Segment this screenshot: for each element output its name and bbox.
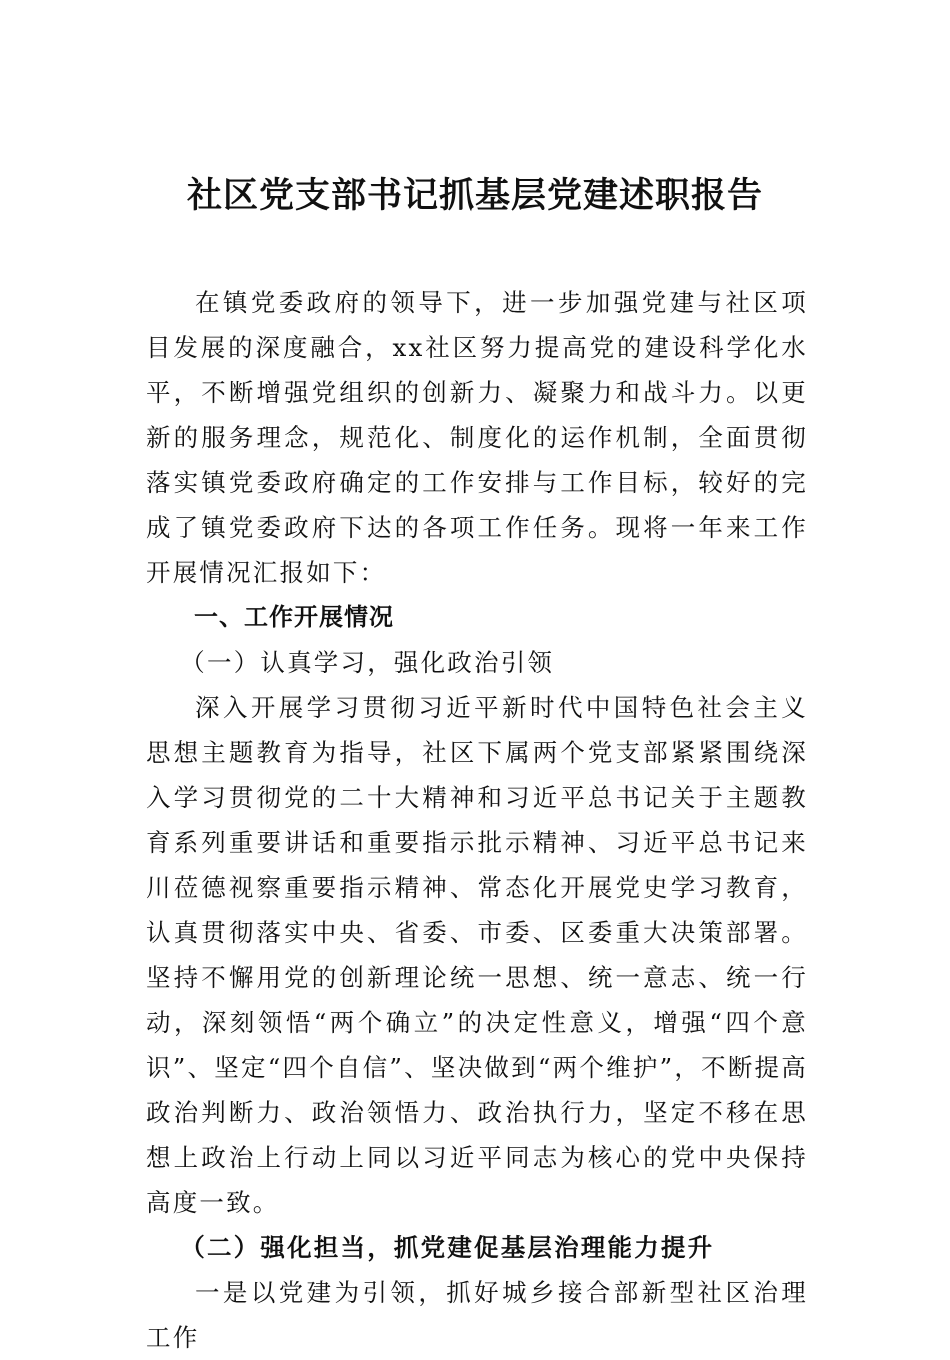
section-heading-1: 一、工作开展情况 xyxy=(194,603,394,631)
subsection-heading-2: （二）强化担当，抓党建促基层治理能力提升 xyxy=(180,1233,715,1262)
document-title: 社区党支部书记抓基层党建述职报告 xyxy=(186,175,763,216)
subsection-1-paragraph: 深入开展学习贯彻习近平新时代中国特色社会主义思想主题教育为指导，社区下属两个党支部紧紧围绕深入学习贯彻党的二十大精神和习近平总书记关于主题教育系列重要讲话和重要指示批示精神、习近平总书记来川莅德视察重要指示精神、常态化开展党史学习教育，认真贯彻落实中央、省委、市委、区委重大决策部署。坚持不懈用党的创新理论统一思想、统一意志、统一行动，深刻领悟“两个确立”的决定性意义，增强“四个意识”、坚定“四个自信”、坚决做到“两个维护”，不断提高政治判断力、政治领悟力、政治执行力，坚定不移在思想上政治上行动上同以习近平同志为核心的党中央保持高度一致。 xyxy=(146,693,808,1217)
subsection-2-paragraph: 一是以党建为引领，抓好城乡接合部新型社区治理工作 xyxy=(146,1278,808,1352)
document-body xyxy=(146,280,808,1360)
intro-paragraph: 在镇党委政府的领导下，进一步加强党建与社区项目发展的深度融合，xx社区努力提高党的建设科学化水平，不断增强党组织的创新力、凝聚力和战斗力。以更新的服务理念，规范化、制度化的运作机制，全面贯彻落实镇党委政府确定的工作安排与工作目标，较好的完成了镇党委政府下达的各项工作任务。现将一年来工作开展情况汇报如下： xyxy=(146,288,808,587)
subsection-heading-1: （一）认真学习，强化政治引领 xyxy=(180,648,555,677)
